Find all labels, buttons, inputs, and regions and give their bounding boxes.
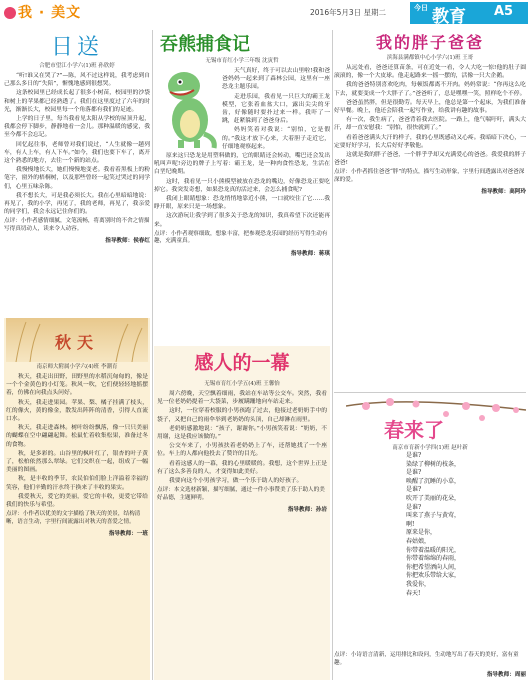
poem-line: 是谁? <box>406 452 422 459</box>
poem-line: 是谁? <box>406 469 422 477</box>
article-title: 日送 <box>50 35 103 60</box>
paragraph: 这条校园里已经成长起了很多小树苗，校园里的沙袋和树上的苹果都已经熟透了。我们在这里度过了六年的时光，渐渐长大，校园里每一个角落都有我们的足迹。 <box>4 90 150 113</box>
article-byline: 南京市育新小学四(1)班 赵叶新 <box>392 445 468 451</box>
article-title: 感人的一幕 <box>194 352 290 374</box>
advisor-name: 指导教师：周丽 <box>486 672 526 678</box>
teacher-comment: 点评：小作者抓住爸爸“胖”的特点，描写生动形象，字里行间透露出对爸爸深深的爱。 <box>334 169 525 183</box>
poem-body <box>406 452 482 598</box>
paragraph: 周六傍晚，天空飘着细雨，我站在车站等公交车。突然，我看见一位老奶奶提着一大袋菜，步履蹒跚地向车站走来。 <box>157 391 327 406</box>
poem-line: 你带着绵绵的春雨， <box>406 555 461 563</box>
paragraph: 回忆起往事，老师曾对我们说过，“人生就像一趟列车，有人上车，有人下车。”如今，我们也要下车了，离开这个熟悉的地方，去往一个新的站点。 <box>4 141 150 165</box>
poem-line: 春天! <box>406 589 421 597</box>
article-body <box>222 67 330 151</box>
paragraph: 我不想长大，可是我必须长大。我在心里暗暗地说：再见了，我的小学，再见了，我的老师，再见了，我亲爱的同学们，我会永远记住你们的。 <box>4 192 150 216</box>
blossom-illustration <box>346 396 526 444</box>
article-body <box>157 390 327 485</box>
article-chubby-dad <box>334 30 526 348</box>
paragraph: 原来这只恐龙是用塑料做的，它的眼睛还会转动，嘴巴还会发出吼叫声呢!旁边的牌子上写着：霸王龙，是一种肉食性恐龙，生活在白垩纪晚期。 <box>154 153 330 176</box>
paragraph: 妈妈笑着对我说：“别怕，它是假的。”我这才放下心来，大着胆子走近它，仔细地观察起来。 <box>222 127 330 150</box>
paragraph: 爸爸虽然胖，但是很勤劳。每天早上，他总是第一个起床，为我们准备好早餐。晚上，他还会陪我一起写作业，给我讲有趣的故事。 <box>334 99 526 115</box>
article-body <box>4 72 150 216</box>
paragraph: 有一次，我生病了，爸爸背着我去医院。一路上，他气喘吁吁，满头大汗，却一直安慰我：“别怕，很快就到了。” <box>334 117 526 132</box>
poem-line: 叫来了燕子与黄莺， <box>406 512 461 520</box>
advisor-name: 指导教师：侯春红 <box>105 238 150 245</box>
paragraph: 上学的日子里，每当我看见太阳从学校的屋顶升起，我都会停下脚步，静静地看一会儿。那种温暖的感觉，我至今都不会忘记。 <box>4 116 150 139</box>
page-header <box>0 0 528 28</box>
page-number: A5 <box>494 4 514 19</box>
paragraph: 秋，是多彩的。山谷里的枫叶红了，银杏的叶子黄了，松柏依然那么翠绿。它们交织在一起，组成了一幅美丽的图画。 <box>6 450 148 474</box>
issue-date: 2016年5月3日 星期二 <box>310 8 387 17</box>
advisor-name: 指导教师：一班 <box>108 531 148 538</box>
paragraph: 我爱秋天，爱它的美丽，爱它的丰收，更爱它带给我们的快乐与希望。 <box>6 493 148 509</box>
article-byline: 无锡市育红小学三年级 沈寅哲 <box>205 58 279 64</box>
article-farewell <box>4 30 150 314</box>
article-body-continued <box>154 152 330 229</box>
spring-comment-box <box>334 650 526 678</box>
section-today-label: 今日 <box>414 4 428 12</box>
paragraph: 看着这感人的一幕，我的心里暖暖的。我想，这个世界上正是有了这么多善良的人，才变得如此美好。 <box>157 460 327 475</box>
paragraph: 秋天，我走出田野，田野里的水稻沉甸甸的，像是一个个金黄色的小灯笼。秋风一吹，它们便轻轻地摇摆着，仿佛在向我点头问好。 <box>6 374 148 397</box>
paragraph: 这就是我的胖子爸爸，一个胖乎乎却又充满爱心的爸爸。我爱我的胖子爸爸! <box>334 152 526 167</box>
article-title: 吞熊捕食记 <box>160 34 250 55</box>
paragraph: “听!谁又在哭了?”—陈，风不过这样说，我考虑到自己那么多日的“失陪”，惭愧地感到很想哭。 <box>4 73 150 88</box>
advisor-name: 指导教师：孙岩 <box>287 507 327 514</box>
poem-line: 你把欢乐带给大家， <box>406 572 461 580</box>
article-body <box>334 64 526 167</box>
paragraph: 走进乐园，我看见一只巨大的霸王龙模型，它张着血盆大口，露出尖尖的牙齿，好像随时要扑过来一样。我吓了一跳，赶紧躲到了爸爸身后。 <box>222 93 330 125</box>
article-byline: 合肥市望江小学六(1)班 孙欣婷 <box>39 63 115 69</box>
paragraph: 我慢慢地长大，她们慢慢地变老。我看着黑板上的粉笔字，窗外的梧桐树，以及那些曾经一起笑过哭过的同学们，心里五味杂陈。 <box>4 167 150 190</box>
poem-line: 吹开了美丽的花朵， <box>406 494 461 502</box>
paragraph: 秋，是丰收的季节，农民伯伯们脸上洋溢着幸福的笑容，他们辛勤的汗水终于换来了丰收的果实。 <box>6 476 148 491</box>
article-title: 我的胖子爸爸 <box>375 33 484 52</box>
paragraph: 公交车来了，小男孩扶着老奶奶上了车，还帮她找了一个座位。车上的人都向他投去了赞许的目光。 <box>157 443 327 458</box>
teacher-comment: 点评：本文选材新颖，描写细腻，通过一件小事赞美了乐于助人的美好品德，主题鲜明。 <box>157 487 325 501</box>
teacher-comment: 点评：小作者以优美的文字描绘了秋天的美景，结构清晰，语言生动，字里行间流露出对秋天的喜爱之情。 <box>6 511 141 525</box>
autumn-banner <box>6 318 148 362</box>
article-body <box>6 373 148 509</box>
poem-line: 啊! <box>406 520 415 528</box>
column-divider <box>332 30 333 680</box>
poem-line: 是谁? <box>406 486 422 494</box>
brand-logo <box>4 2 81 22</box>
advisor-name: 指导教师：高阿玲 <box>481 189 526 196</box>
poem-line: 我爱你， <box>406 580 431 588</box>
teacher-comment: 点评：小作者感情细腻，文笔流畅，将离别时的不舍之情描写得真切动人，读来令人动容。 <box>4 218 150 232</box>
article-byline: 无锡市育红小学五(4)班 王馨怡 <box>204 381 280 387</box>
paragraph: 老奶奶感激地说：“孩子，谢谢你。”小男孩笑着说：“奶奶，不用谢，这是我应该做的。” <box>157 425 327 441</box>
poem-line: 是谁? <box>406 503 422 511</box>
paragraph: 我闭上眼睛想象：恐龙悄悄地靠近小熊，一口就咬住了它……我睁开眼，原来只是一场想象。 <box>154 196 330 211</box>
poem-line: 你把希望洒向人间， <box>406 563 461 571</box>
paragraph: 这次游玩让我学到了很多关于恐龙的知识，我真希望下次还能再来。 <box>154 213 330 228</box>
poem-line: 春姑娘， <box>406 537 431 545</box>
paragraph: 我要向这个小男孩学习，做一个乐于助人的好孩子。 <box>169 478 303 485</box>
flower-icon <box>4 7 16 19</box>
paragraph: 秋天，我走进果园。苹果、梨、橘子挂满了枝头，红的像火，黄的像金，散发出阵阵的清香，引得人直流口水。 <box>6 399 148 423</box>
paragraph: 从远处看，爸爸还算苗条，可在近处一看，令人大吃一惊!他的肚子圆滚滚的，像一个大皮球。他走起路来一摇一摆的，活像一只大企鹅。 <box>334 65 526 80</box>
poem-line: 唤醒了沉睡的小草， <box>406 477 461 485</box>
article-title: 春来了 <box>384 418 444 442</box>
article-byline: 滨海县满都镇中心小学六(1)班 王哥 <box>386 55 474 61</box>
advisor-name: 指导教师：蒋琪 <box>290 250 330 257</box>
teacher-comment: 点评：小诗语言清新，运用排比和设问，生动地写出了春天的美好，富有童趣。 <box>334 652 519 666</box>
poem-line: 染绿了柳树的枝条， <box>406 460 461 468</box>
poem-line: 原来是你， <box>406 529 437 537</box>
article-byline: 南京师大附属小学六(4)班 李潮育 <box>36 364 118 370</box>
section-divider <box>334 392 526 393</box>
paragraph: 天气真好，终于可以去山里啦!我和爸爸妈妈一起来到了森林公园，这里有一座恐龙主题乐园。 <box>222 68 330 91</box>
column-divider <box>152 30 153 680</box>
paragraph: 这时，我看见一只小熊模型被放在恐龙的嘴边，好像恐龙正要吃掉它。我突发奇想，如果恐龙真的活过来，会怎么捕食呢? <box>154 178 330 193</box>
article-dinosaur <box>154 30 330 344</box>
dinosaur-illustration <box>158 64 218 150</box>
article-title: 秋天 <box>54 333 99 352</box>
paragraph: 秋天，我走进森林。树叶纷纷飘落，像一只只美丽的蝴蝶在空中翩翩起舞。松鼠忙着收集松果，准备过冬的食物。 <box>6 425 148 448</box>
poem-line: 你带着温暖的阳光， <box>406 546 461 554</box>
teacher-comment: 点评：小作者观察细致，想象丰富，把参观恐龙乐园的经历写得生动有趣，充满童真。 <box>154 230 328 245</box>
section-title: 教育 <box>432 7 466 27</box>
paragraph: 我的爸爸特别喜欢吃肉，每顿饭都离不开肉。妈妈常说：“你再这么吃下去，就要变成一个大胖子了。”爸爸听了，总是嘿嘿一笑，照样吃个不停。 <box>334 82 526 97</box>
article-spring <box>334 396 526 682</box>
paragraph: 这时，一位穿着校服的小男孩跑了过去，他接过老奶奶手中的袋子，又把自己的雨伞举到老奶奶的头顶，自己却淋在雨里。 <box>157 408 327 423</box>
paragraph: 看着爸爸满头大汗的样子，我的心里既感动又心疼。我暗暗下决心，一定要好好学习，长大后好好孝敬他。 <box>334 134 526 149</box>
brand-text: 我 · 美文 <box>18 5 82 21</box>
article-touching-scene <box>154 346 330 680</box>
article-autumn <box>4 318 150 680</box>
